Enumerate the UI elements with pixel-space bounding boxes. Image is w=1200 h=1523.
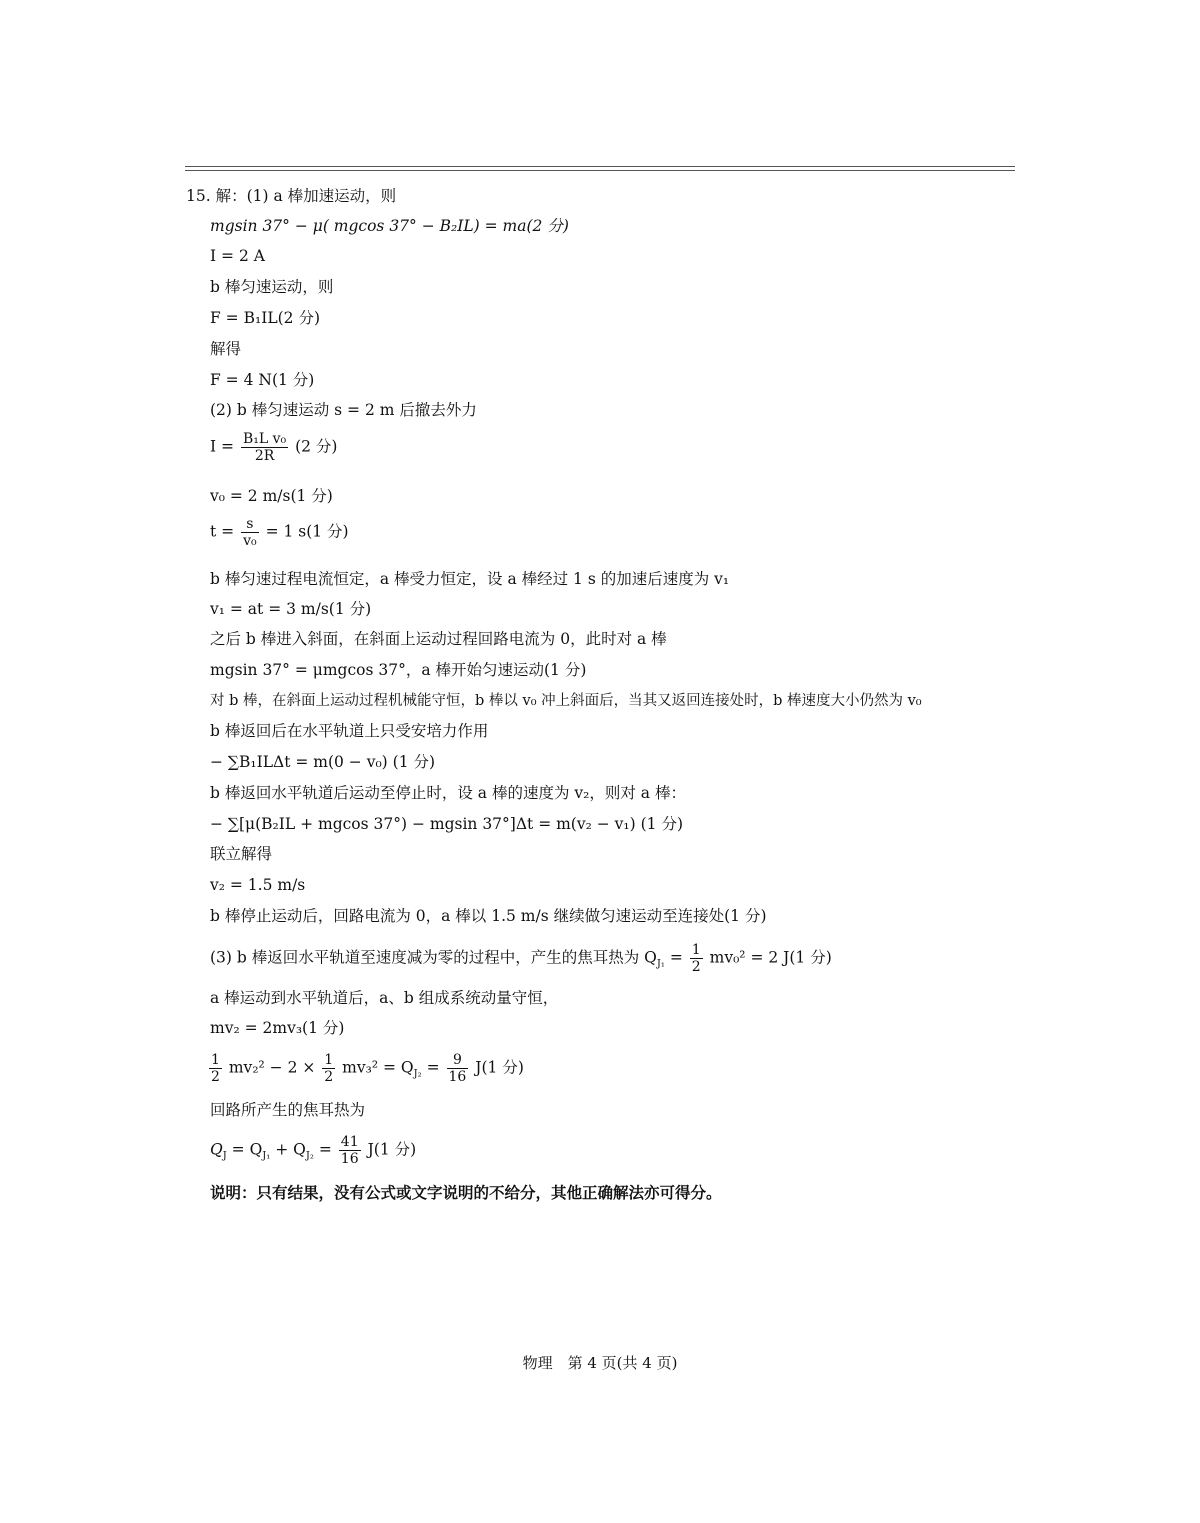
text-line-11: b 棒匀速过程电流恒定，a 棒受力恒定，设 a 棒经过 1 s 的加速后速度为 v₁ [210,570,730,588]
eq26-numerator-2: 1 [324,1052,334,1068]
eq10-denominator: v₀ [243,533,257,549]
eq10-rhs: = 1 s(1 分) [265,522,349,541]
eq10-fraction [241,516,259,549]
eq26-fraction-3 [447,1052,469,1085]
text-line-5: 解得 [210,340,242,358]
eq26-score: J(1 分) [475,1058,524,1077]
eq23-text: (3) b 棒返回水平轨道至速度减为零的过程中，产生的焦耳热为 Q [210,948,657,967]
eq28-mid: = Q [231,1140,263,1159]
eq26-subscript: J₂ [413,1068,422,1080]
eq8-lhs: I = [210,437,235,456]
eq26-fraction-2 [322,1052,335,1085]
text-line-16: b 棒返回后在水平轨道上只受安培力作用 [210,722,489,740]
eq-line-19: − ∑[μ(B₂IL + mgcos 37°) − mgsin 37°]Δt = m(v₂ − v₁) (1 分) [210,815,683,833]
eq-line-4: F = B₁IL(2 分) [210,309,320,327]
eq26-term-b: mv₃² = Q [342,1058,414,1077]
eq-line-9: v₀ = 2 m/s(1 分) [210,487,333,505]
text-line-27: 回路所产生的焦耳热为 [210,1101,366,1119]
problem-heading: 15. 解：(1) a 棒加速运动，则 [186,187,397,205]
eq23-numerator: 1 [691,942,701,958]
eq23-fraction [690,942,703,975]
eq28-plus: + Q [275,1140,306,1159]
eq-line-26 [207,1052,524,1085]
eq26-numerator-3: 9 [447,1052,469,1069]
eq23-rhs: mv₀² = 2 J(1 分) [709,948,832,967]
eq26-term-a: mv₂² − 2 × [228,1058,316,1077]
eq-line-25: mv₂ = 2mv₃(1 分) [210,1019,345,1037]
text-line-20: 联立解得 [210,845,273,863]
text-line-15: 对 b 棒，在斜面上运动过程机械能守恒，b 棒以 v₀ 冲上斜面后，当其又返回连接处时，b 棒速度大小仍然为 v₀ [210,693,922,709]
eq-line-8 [210,431,337,464]
eq-line-28 [210,1134,416,1167]
eq26-numerator-1: 1 [211,1052,220,1068]
eq23-equals: = [669,948,683,967]
eq-line-14: mgsin 37° = μmgcos 37°，a 棒开始匀速运动(1 分) [210,661,587,679]
eq28-q: Q [210,1140,223,1159]
eq8-fraction [241,431,288,464]
eq26-fraction-1 [209,1052,222,1085]
eq28-sub-j1: J₁ [262,1150,271,1162]
eq-line-2: I = 2 A [210,247,265,265]
eq8-denominator: 2R [254,448,275,464]
eq26-denominator-1: 2 [211,1069,220,1085]
page-footer: 物理 第 4 页(共 4 页) [522,1354,678,1372]
header-rule-top [185,166,1015,167]
eq26-equals: = [426,1058,440,1077]
eq28-numerator: 41 [340,1134,359,1150]
eq23-subscript: J₁ [656,958,665,970]
eq-line-10 [210,516,349,549]
eq10-numerator: s [241,516,259,533]
eq10-lhs: t = [210,522,235,541]
eq8-numerator: B₁L v₀ [242,431,287,447]
text-line-22: b 棒停止运动后，回路电流为 0，a 棒以 1.5 m/s 继续做匀速运动至连接处(1 分) [210,907,767,925]
eq-line-21: v₂ = 1.5 m/s [210,876,306,894]
text-line-18: b 棒返回水平轨道后运动至停止时，设 a 棒的速度为 v₂，则对 a 棒： [210,784,686,802]
text-line-13: 之后 b 棒进入斜面，在斜面上运动过程回路电流为 0，此时对 a 棒 [210,630,667,648]
eq26-denominator-2: 2 [324,1069,334,1085]
eq-line-23 [210,942,832,975]
eq8-score: (2 分) [295,437,338,456]
grading-note: 说明：只有结果，没有公式或文字说明的不给分，其他正确解法亦可得分。 [210,1184,722,1202]
eq28-denominator: 16 [340,1151,359,1167]
eq26-denominator-3: 16 [448,1069,467,1085]
eq-line-1: mgsin 37° − μ( mgcos 37° − B₂IL) = ma(2 分) [210,217,569,235]
eq28-sub-j: J [222,1150,227,1162]
eq-line-12: v₁ = at = 3 m/s(1 分) [210,600,372,618]
eq-line-6: F = 4 N(1 分) [210,371,315,389]
eq-line-17: − ∑B₁ILΔt = m(0 − v₀) (1 分) [210,753,436,771]
text-line-24: a 棒运动到水平轨道后，a、b 组成系统动量守恒， [210,989,559,1007]
eq28-fraction [339,1134,361,1167]
text-line-7: (2) b 棒匀速运动 s = 2 m 后撤去外力 [210,401,477,419]
text-line-3: b 棒匀速运动，则 [210,278,334,296]
eq23-denominator: 2 [691,959,701,975]
header-rule-bottom [185,170,1015,171]
eq28-equals: = [318,1140,332,1159]
eq28-score: J(1 分) [367,1140,417,1159]
eq28-sub-j2: J₂ [305,1150,314,1162]
